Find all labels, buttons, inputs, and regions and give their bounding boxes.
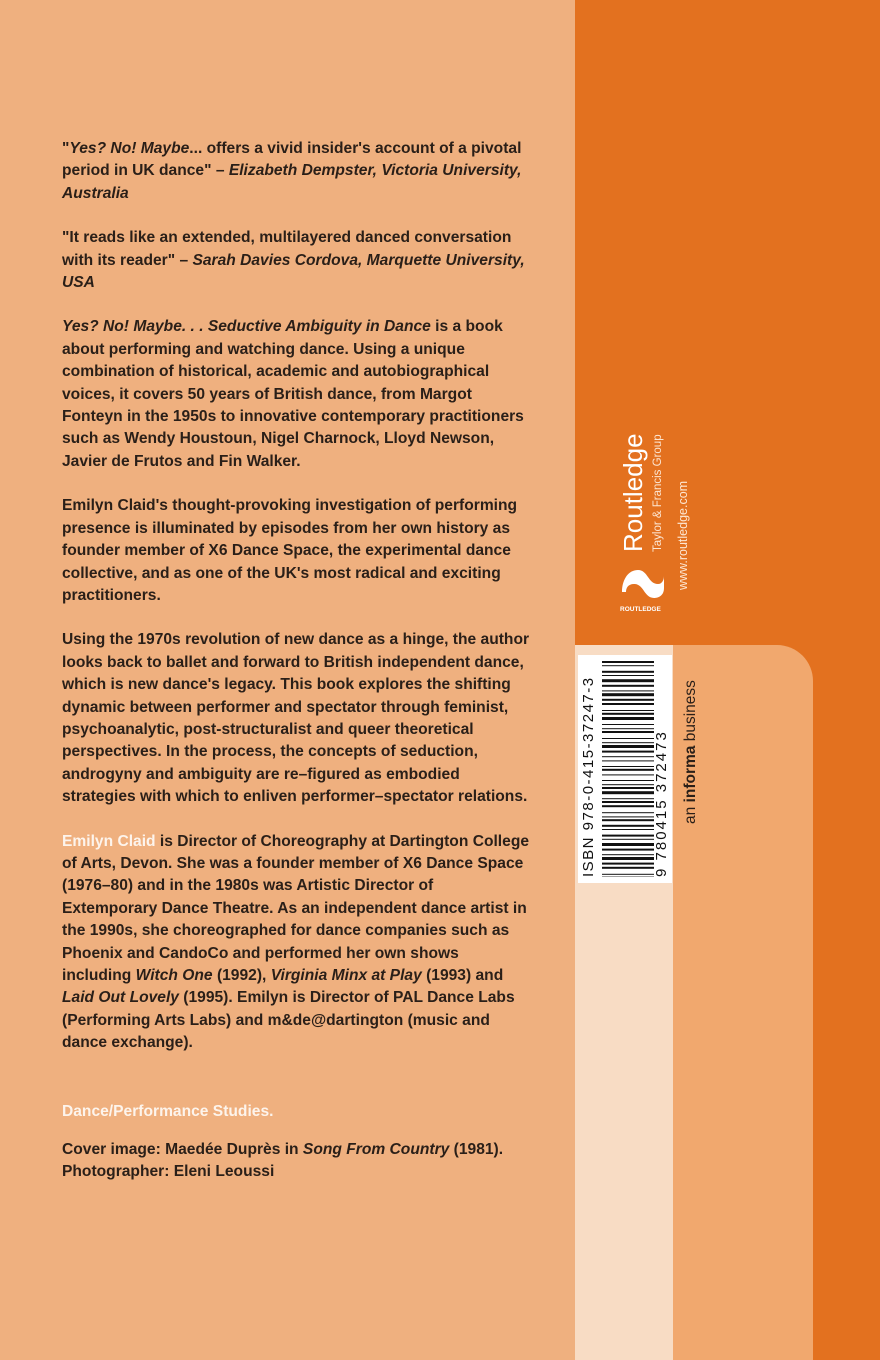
subject-category: Dance/Performance Studies.: [62, 1102, 274, 1120]
barcode-bar: [602, 745, 654, 748]
barcode-bar: [602, 675, 654, 676]
publisher-url: www.routledge.com: [676, 480, 690, 590]
barcode-bar: [602, 787, 654, 789]
barcode-bar: [602, 867, 654, 869]
barcode-bar: [602, 728, 654, 729]
barcode-bar: [602, 724, 654, 725]
description-paragraph-3: Using the 1970s revolution of new dance as a hinge, the author looks back to ballet and forward to British independent dance, which is new dance's legacy. This book explores the shifting dynamic between performer and spectator through feminist, psychoanalytic, post-structuralist and queer theoretical perspectives. In the process, the concepts of seduction, androgyny and ambiguity are re–figured as embodied strategies with which to enliven performer–spectator relations.: [62, 631, 530, 806]
routledge-wave-icon: [618, 562, 668, 602]
barcode-bar: [602, 798, 654, 799]
barcode-bar: [602, 801, 654, 803]
barcode-bar: [602, 857, 654, 860]
quote-1: "Yes? No! Maybe... offers a vivid insider's account of a pivotal period in UK dance" – Elizabeth Dempster, Victoria University, Australia: [62, 140, 522, 202]
barcode-bar: [602, 661, 654, 663]
barcode-bar: [602, 784, 654, 785]
barcode-bar: [602, 780, 654, 781]
logo-word: ROUTLEDGE: [620, 606, 661, 613]
barcode-bar: [602, 863, 654, 865]
isbn-text: ISBN 978-0-415-37247-3: [580, 676, 597, 877]
cover-credit: Cover image: Maedée Duprès in Song From Country (1981). Photographer: Eleni Leoussi: [62, 1141, 504, 1181]
informa-line: an informa business: [682, 680, 699, 824]
barcode-bar: [602, 710, 654, 711]
publisher-group: Taylor & Francis Group: [652, 434, 664, 552]
barcode-bar: [602, 843, 654, 846]
barcode-bar: [602, 693, 654, 696]
barcode-bar: [602, 760, 654, 761]
barcode-bar: [602, 849, 654, 851]
barcode-bar: [602, 690, 654, 691]
barcode-bar: [602, 854, 654, 855]
barcode-bar: [602, 713, 654, 715]
barcode-bar: [602, 731, 654, 733]
barcode-bar: [602, 816, 654, 817]
barcode-bar: [602, 685, 654, 687]
barcode-bar: [602, 791, 654, 794]
barcode-bar: [602, 756, 654, 757]
barcode-digits: 9 780415 372473: [653, 730, 670, 877]
publisher-logo: [612, 420, 697, 613]
barcode-bar: [602, 812, 654, 813]
barcode-bar: [602, 679, 654, 682]
barcode-bar: [602, 766, 654, 767]
barcode-bar: [602, 774, 654, 775]
barcode-bar: [602, 839, 654, 840]
barcode-bar: [602, 835, 654, 837]
barcode-bar: [602, 751, 654, 753]
barcode-bar: [602, 805, 654, 807]
barcode-bar: [602, 671, 654, 673]
description-paragraph-2: Emilyn Claid's thought-provoking investigation of performing presence is illuminated by episodes from her own history as founder member of X6 Dance Space, the experimental dance collective, and as one of the UK's most radical and exciting practitioners.: [62, 497, 518, 604]
barcode-bar: [602, 825, 654, 827]
barcode-bar: [602, 874, 654, 875]
barcode-bars: [602, 661, 654, 877]
barcode: [578, 655, 672, 883]
barcode-bar: [602, 829, 654, 830]
barcode-bar: [602, 717, 654, 720]
barcode-bar: [602, 665, 654, 666]
barcode-bar: [602, 819, 654, 821]
quote-2: "It reads like an extended, multilayered danced conversation with its reader" – Sarah Davies Cordova, Marquette University, USA: [62, 229, 525, 292]
barcode-bar: [602, 742, 654, 743]
description-paragraph-1: Yes? No! Maybe. . . Seductive Ambiguity in Dance is a book about performing and watching dance. Using a unique combination of historical, academic and autobiographical voices, it covers 50 years of British dance, from Margot Fonteyn in the 1950s to innovative contemporary practitioners such as Wendy Houstoun, Nigel Charnock, Lloyd Newson, Javier de Frutos and Fin Walker.: [62, 318, 524, 470]
barcode-bar: [602, 769, 654, 771]
barcode-bar: [602, 699, 654, 701]
blurb: [62, 138, 532, 1206]
barcode-bar: [602, 703, 654, 705]
author-bio: Emilyn Claid is Director of Choreography at Dartington College of Arts, Devon. She was a founder member of X6 Dance Space (1976–80) and in the 1980s was Artistic Director of Extemporary Dance Theatre. As an independent dance artist in the 1990s, she choreographed for dance companies such as Phoenix and CandoCo and performed her own shows including Witch One (1992), Virginia Minx at Play (1993) and Laid Out Lovely (1995). Emilyn is Director of PAL Dance Labs (Performing Arts Labs) and m&de@dartington (music and dance exchange).: [62, 832, 530, 1052]
barcode-bar: [602, 738, 654, 739]
publisher-name: Routledge: [618, 433, 648, 552]
